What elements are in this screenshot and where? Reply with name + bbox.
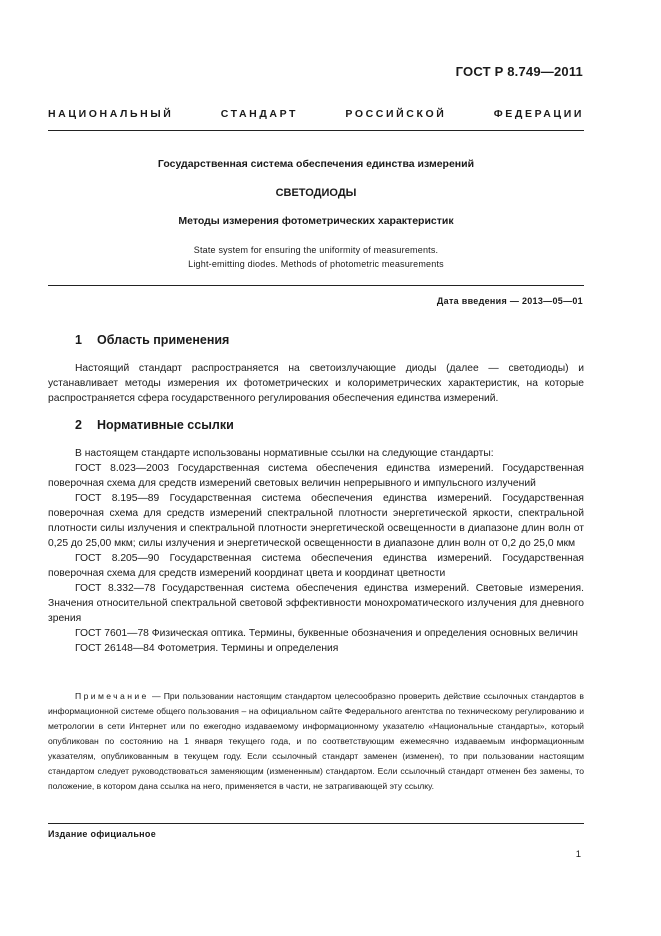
note-text: — При пользовании настоящим стандартом целесообразно проверить действие ссылочных стандартов в информационной системе общего пользования – на официальном сайте Федерального агентства по техническому регулированию и метрологии в сети Интернет или по ежегодно издаваемому информационному указателю «Национальные стандарты», который опубликован по состоянию на 1 января текущего года, и по соответствующим ежемесячно издаваемым информационным указателям, опубликованным в текущем году. Если ссылочный стандарт заменен (изменен), то при пользовании настоящим стандартом следует руководствоваться заменяющим (измененным) стандартом. Если ссылочный стандарт отменен без замены, то положение, в котором дана ссылка на него, применяется в части, не затрагивающей эту ссылку. — [48, 691, 584, 791]
reference-item: ГОСТ 7601—78 Физическая оптика. Термины, буквенные обозначения и определения основных величин — [75, 628, 578, 639]
top-divider — [48, 130, 584, 131]
note-label: Примечание — [75, 691, 149, 701]
bottom-divider — [48, 823, 584, 824]
effective-date: Дата введения — 2013—05—01 — [436, 296, 583, 306]
references-note — [48, 689, 584, 794]
product-title: СВЕТОДИОДЫ — [275, 187, 357, 199]
english-title-line-2: Light-emitting diodes. Methods of photometric measurements — [188, 259, 444, 269]
methods-title: Методы измерения фотометрических характеристик — [178, 215, 454, 227]
reference-item: ГОСТ 26148—84 Фотометрия. Термины и определения — [75, 643, 339, 654]
middle-divider — [48, 285, 584, 286]
national-standard-banner: НАЦИОНАЛЬНЫЙ СТАНДАРТ РОССИЙСКОЙ ФЕДЕРАЦИИ — [48, 108, 584, 120]
system-title: Государственная система обеспечения единства измерений — [157, 158, 475, 170]
section-1-heading — [75, 333, 229, 347]
section-1-title: Область применения — [97, 333, 230, 347]
section-2-title: Нормативные ссылки — [97, 418, 234, 432]
english-title — [48, 243, 584, 271]
section-2-heading — [75, 418, 234, 432]
section-2-number: 2 — [75, 418, 82, 432]
section-1-number: 1 — [75, 333, 82, 347]
reference-item: ГОСТ 8.023—2003 Государственная система обеспечения единства измерений. Государственная поверочная схема для средств измерений световых величин непрерывного и импульсного излучений — [48, 463, 584, 489]
section-1-text: Настоящий стандарт распространяется на светоизлучающие диоды (далее — светодиоды) и устанавливает методы измерения их фотометрических и колориметрических характеристик, на которые распространяется сфера государственного регулирования обеспечения единства измерений. — [48, 363, 584, 404]
edition-label: Издание официальное — [48, 829, 157, 839]
standard-code: ГОСТ Р 8.749—2011 — [455, 64, 583, 79]
english-title-line-1: State system for ensuring the uniformity of measurements. — [193, 245, 439, 255]
reference-item: ГОСТ 8.195—89 Государственная система обеспечения единства измерений. Государственная поверочная схема для средств измерений спектральной плотности энергетической яркости, спектральной плотности силы излучения и спектральной плотности энергетической освещенности в диапазоне длин волн от 0,25 до 25,00 мкм; силы излучения и энергетической освещенности в диапазоне длин волн от 0,2 до 25,0 мкм — [48, 493, 584, 549]
page-number: 1 — [575, 849, 581, 860]
reference-item: ГОСТ 8.332—78 Государственная система обеспечения единства измерений. Световые измерения. Значения относительной спектральной световой эффективности монохроматического излучения для дневного зрения — [48, 583, 584, 624]
reference-item: ГОСТ 8.205—90 Государственная система обеспечения единства измерений. Государственная поверочная схема для средств измерений координат цвета и координат цветности — [48, 553, 584, 579]
references-list — [48, 446, 584, 656]
references-intro: В настоящем стандарте использованы нормативные ссылки на следующие стандарты: — [75, 448, 494, 459]
